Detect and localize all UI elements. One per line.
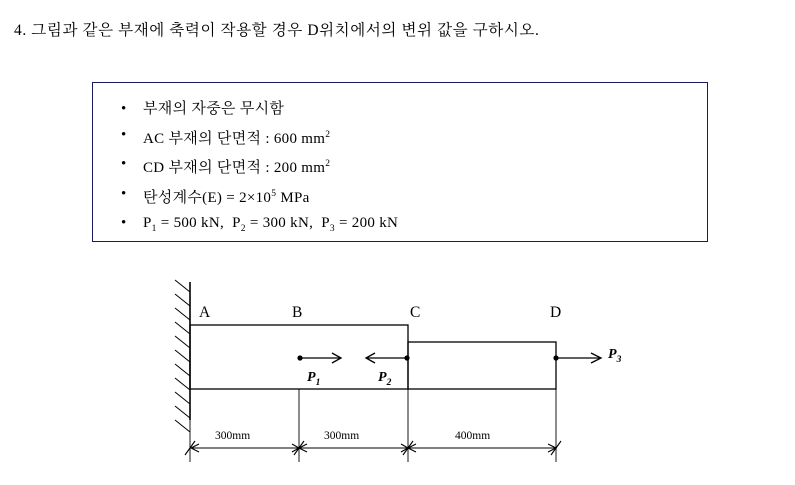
bullet-icon: • — [121, 156, 127, 172]
given-conditions-box — [92, 82, 708, 242]
dimension-extension-lines — [190, 389, 556, 462]
given-item-area-ac — [121, 123, 707, 153]
node-label-a: A — [199, 304, 211, 321]
structural-figure — [0, 262, 795, 485]
given-item-text: AC 부재의 단면적 : 600 $mm^2$ — [143, 129, 331, 147]
bullet-icon: • — [121, 185, 127, 202]
given-item-text: 부재의 자중은 무시함 — [143, 101, 285, 117]
fixed-support-hatching-icon — [175, 280, 190, 432]
given-conditions-list — [93, 83, 707, 243]
given-item-text: CD 부재의 단면적 : 200 $mm^2$ — [143, 159, 331, 176]
dimension-label-bc: 300mm — [324, 430, 360, 442]
given-item-text: $P_1 = 500$ kN, $P_2 = 300$ kN, $P_3 = 200$ kN — [143, 215, 399, 234]
node-label-b: B — [292, 304, 303, 321]
given-item-elastic-modulus — [121, 182, 707, 212]
force-label-p2: $P_2$ — [378, 370, 392, 388]
node-label-d: D — [550, 304, 562, 321]
given-item-text: 탄성계수$(E) = 2\times 10^5$ MPa — [143, 188, 310, 206]
node-label-c: C — [410, 304, 421, 321]
member-cd — [408, 342, 556, 389]
bullet-icon: • — [121, 101, 127, 117]
given-item-area-cd — [121, 152, 707, 182]
given-item-loads — [121, 211, 707, 243]
given-item-self-weight — [121, 97, 707, 123]
question-text: 4. 그림과 같은 부재에 축력이 작용할 경우 D위치에서의 변위 값을 구하시오. — [14, 22, 540, 39]
bullet-icon: • — [121, 126, 127, 143]
figure-svg — [0, 262, 795, 485]
bullet-icon: • — [121, 215, 127, 231]
force-label-p1: $P_1$ — [307, 370, 321, 388]
dimension-label-cd: 400mm — [455, 430, 491, 442]
dimension-label-ab: 300mm — [215, 430, 251, 442]
force-label-p3: $P_3$ — [608, 347, 622, 365]
